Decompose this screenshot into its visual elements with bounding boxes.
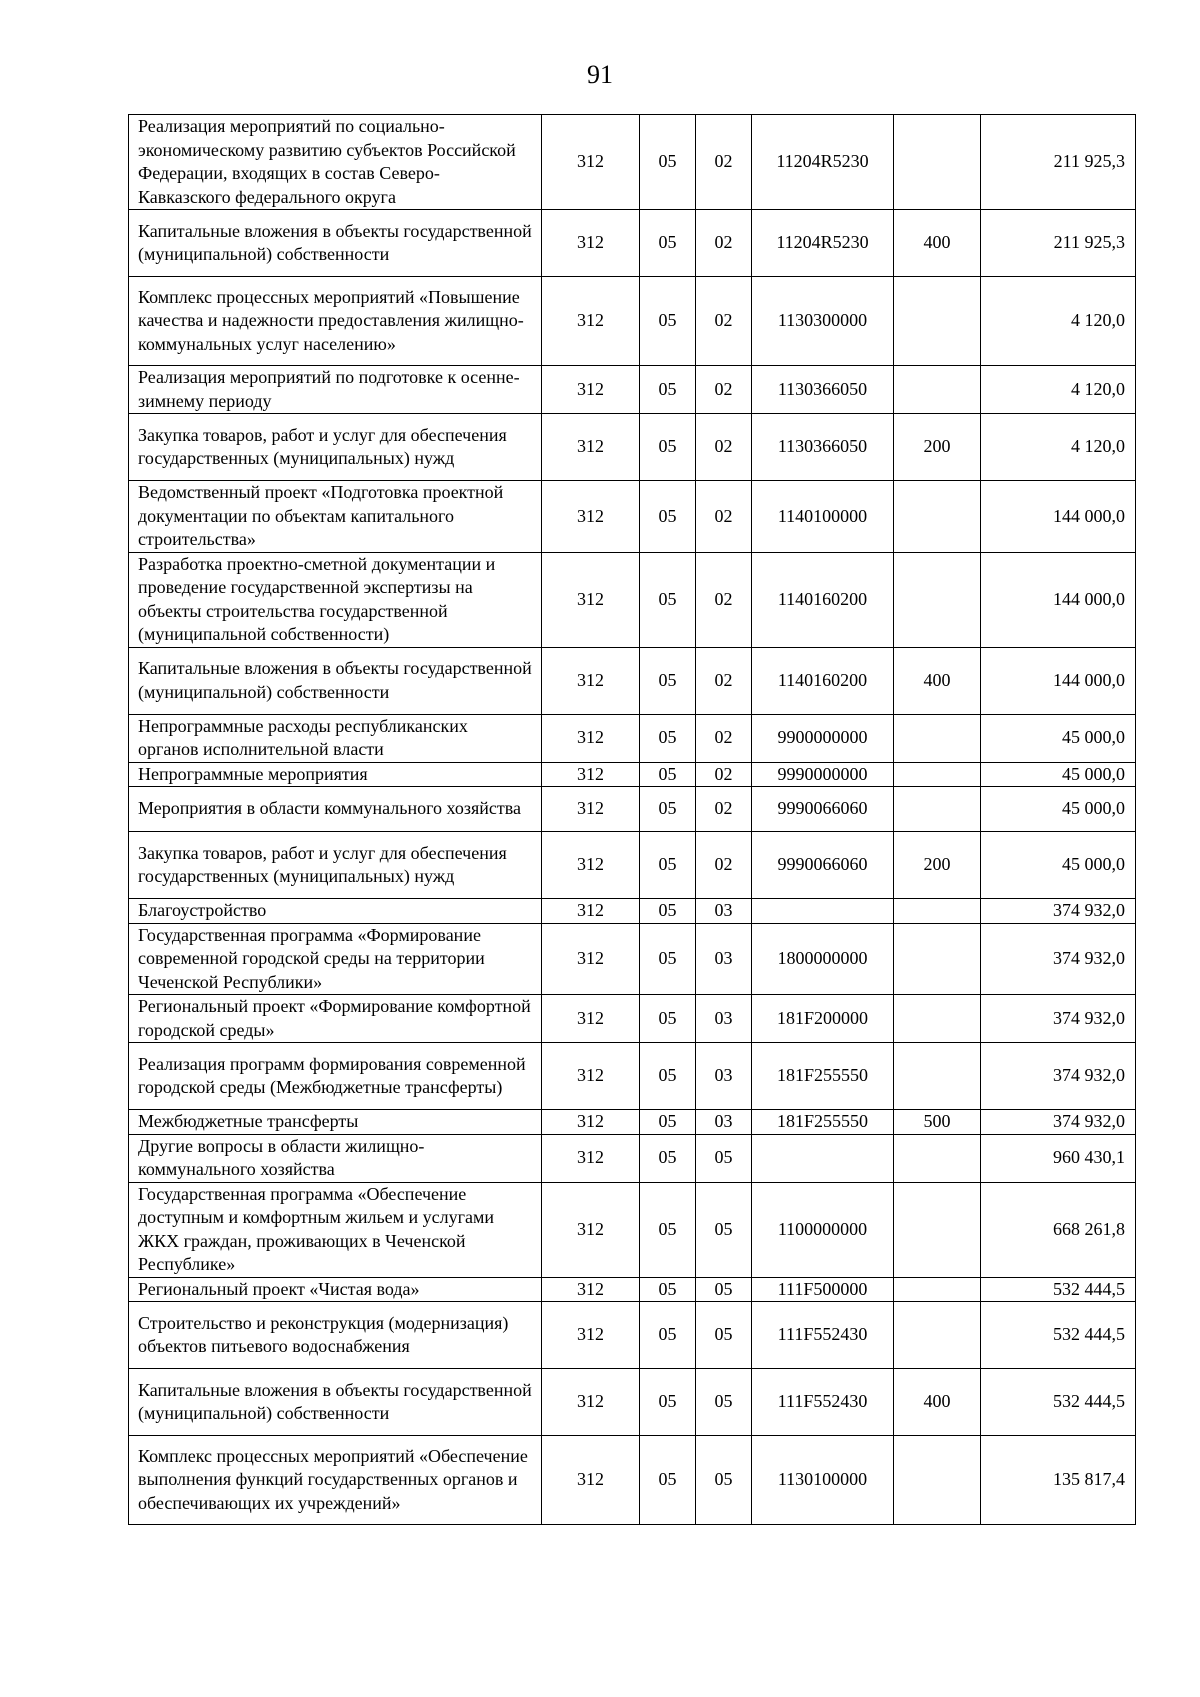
row-name-cell: Мероприятия в области коммунального хозяйства [129,787,542,832]
expense-type-cell [894,787,981,832]
expense-type-cell [894,1436,981,1525]
expense-type-cell [894,995,981,1043]
amount-cell: 374 932,0 [981,995,1136,1043]
section-code-cell: 05 [640,787,696,832]
row-name-cell: Комплекс процессных мероприятий «Повышение качества и надежности предоставления жилищно-коммунальных услуг населению» [129,277,542,366]
row-name-cell: Закупка товаров, работ и услуг для обеспечения государственных (муниципальных) нужд [129,414,542,481]
target-article-cell: 1140100000 [752,481,894,553]
table-row [129,647,1136,714]
expense-type-cell [894,481,981,553]
section-code-cell: 05 [640,481,696,553]
ministry-code-cell: 312 [542,115,640,210]
ministry-code-cell: 312 [542,1134,640,1182]
ministry-code-cell: 312 [542,714,640,762]
expense-type-cell [894,115,981,210]
expense-type-cell [894,762,981,787]
table-row [129,1110,1136,1135]
expense-type-cell [894,277,981,366]
ministry-code-cell: 312 [542,923,640,995]
section-code-cell: 05 [640,714,696,762]
subsection-code-cell: 02 [696,115,752,210]
target-article-cell: 1130366050 [752,414,894,481]
expense-type-cell [894,1277,981,1302]
row-name-cell: Закупка товаров, работ и услуг для обеспечения государственных (муниципальных) нужд [129,832,542,899]
section-code-cell: 05 [640,414,696,481]
target-article-cell: 1130100000 [752,1436,894,1525]
amount-cell: 144 000,0 [981,647,1136,714]
ministry-code-cell: 312 [542,1182,640,1277]
section-code-cell: 05 [640,1110,696,1135]
budget-table-body [129,115,1136,1525]
ministry-code-cell: 312 [542,210,640,277]
table-row [129,923,1136,995]
row-name-cell: Благоустройство [129,899,542,924]
amount-cell: 960 430,1 [981,1134,1136,1182]
subsection-code-cell: 02 [696,762,752,787]
ministry-code-cell: 312 [542,1302,640,1369]
subsection-code-cell: 05 [696,1436,752,1525]
target-article-cell: 1140160200 [752,552,894,647]
subsection-code-cell: 03 [696,1110,752,1135]
ministry-code-cell: 312 [542,481,640,553]
target-article-cell [752,1134,894,1182]
section-code-cell: 05 [640,1043,696,1110]
ministry-code-cell: 312 [542,1369,640,1436]
table-row [129,552,1136,647]
expense-type-cell [894,1182,981,1277]
row-name-cell: Капитальные вложения в объекты государственной (муниципальной) собственности [129,647,542,714]
target-article-cell: 11204R5230 [752,210,894,277]
target-article-cell: 9990000000 [752,762,894,787]
row-name-cell: Ведомственный проект «Подготовка проектной документации по объектам капитального строительства» [129,481,542,553]
section-code-cell: 05 [640,995,696,1043]
subsection-code-cell: 02 [696,647,752,714]
ministry-code-cell: 312 [542,414,640,481]
table-row [129,1043,1136,1110]
table-row [129,481,1136,553]
section-code-cell: 05 [640,1134,696,1182]
expense-type-cell [894,714,981,762]
target-article-cell: 181F200000 [752,995,894,1043]
row-name-cell: Капитальные вложения в объекты государственной (муниципальной) собственности [129,1369,542,1436]
expense-type-cell [894,923,981,995]
table-row [129,832,1136,899]
section-code-cell: 05 [640,1436,696,1525]
ministry-code-cell: 312 [542,647,640,714]
table-row [129,995,1136,1043]
amount-cell: 532 444,5 [981,1302,1136,1369]
amount-cell: 4 120,0 [981,366,1136,414]
expense-type-cell [894,552,981,647]
amount-cell: 211 925,3 [981,115,1136,210]
amount-cell: 211 925,3 [981,210,1136,277]
subsection-code-cell: 03 [696,899,752,924]
subsection-code-cell: 02 [696,414,752,481]
ministry-code-cell: 312 [542,995,640,1043]
section-code-cell: 05 [640,210,696,277]
ministry-code-cell: 312 [542,366,640,414]
row-name-cell: Другие вопросы в области жилищно-коммунального хозяйства [129,1134,542,1182]
ministry-code-cell: 312 [542,1110,640,1135]
table-row [129,414,1136,481]
table-row [129,210,1136,277]
subsection-code-cell: 02 [696,787,752,832]
subsection-code-cell: 03 [696,923,752,995]
row-name-cell: Капитальные вложения в объекты государственной (муниципальной) собственности [129,210,542,277]
subsection-code-cell: 02 [696,210,752,277]
amount-cell: 374 932,0 [981,1110,1136,1135]
subsection-code-cell: 02 [696,481,752,553]
table-row [129,899,1136,924]
subsection-code-cell: 05 [696,1369,752,1436]
row-name-cell: Комплекс процессных мероприятий «Обеспечение выполнения функций государственных органов и обеспечивающих их учреждений» [129,1436,542,1525]
section-code-cell: 05 [640,552,696,647]
amount-cell: 532 444,5 [981,1369,1136,1436]
target-article-cell: 111F552430 [752,1302,894,1369]
section-code-cell: 05 [640,923,696,995]
table-row [129,1302,1136,1369]
row-name-cell: Реализация мероприятий по социально-экономическому развитию субъектов Российской Федерации, входящих в состав Северо-Кавказского федерального округа [129,115,542,210]
row-name-cell: Строительство и реконструкция (модернизация) объектов питьевого водоснабжения [129,1302,542,1369]
expense-type-cell: 400 [894,210,981,277]
section-code-cell: 05 [640,115,696,210]
subsection-code-cell: 05 [696,1134,752,1182]
amount-cell: 45 000,0 [981,787,1136,832]
table-row [129,115,1136,210]
expense-type-cell: 200 [894,832,981,899]
amount-cell: 4 120,0 [981,277,1136,366]
row-name-cell: Региональный проект «Формирование комфортной городской среды» [129,995,542,1043]
table-row [129,1277,1136,1302]
target-article-cell: 1100000000 [752,1182,894,1277]
section-code-cell: 05 [640,762,696,787]
target-article-cell: 9990066060 [752,787,894,832]
amount-cell: 144 000,0 [981,552,1136,647]
amount-cell: 45 000,0 [981,832,1136,899]
section-code-cell: 05 [640,1302,696,1369]
row-name-cell: Непрограммные мероприятия [129,762,542,787]
target-article-cell: 9990066060 [752,832,894,899]
amount-cell: 4 120,0 [981,414,1136,481]
amount-cell: 45 000,0 [981,762,1136,787]
ministry-code-cell: 312 [542,762,640,787]
ministry-code-cell: 312 [542,832,640,899]
row-name-cell: Реализация программ формирования современной городской среды (Межбюджетные трансферты) [129,1043,542,1110]
target-article-cell: 111F552430 [752,1369,894,1436]
amount-cell: 374 932,0 [981,899,1136,924]
section-code-cell: 05 [640,1182,696,1277]
target-article-cell: 11204R5230 [752,115,894,210]
expense-type-cell: 500 [894,1110,981,1135]
section-code-cell: 05 [640,1369,696,1436]
target-article-cell: 1130300000 [752,277,894,366]
row-name-cell: Государственная программа «Обеспечение доступным и комфортным жильем и услугами ЖКХ граждан, проживающих в Чеченской Республике» [129,1182,542,1277]
subsection-code-cell: 02 [696,832,752,899]
page-number: 91 [587,60,613,89]
subsection-code-cell: 03 [696,995,752,1043]
amount-cell: 532 444,5 [981,1277,1136,1302]
table-row [129,714,1136,762]
subsection-code-cell: 02 [696,277,752,366]
expense-type-cell [894,899,981,924]
target-article-cell: 181F255550 [752,1110,894,1135]
row-name-cell: Разработка проектно-сметной документации и проведение государственной экспертизы на объекты строительства государственной (муниципальной собственности) [129,552,542,647]
expense-type-cell: 400 [894,647,981,714]
section-code-cell: 05 [640,647,696,714]
subsection-code-cell: 03 [696,1043,752,1110]
ministry-code-cell: 312 [542,899,640,924]
ministry-code-cell: 312 [542,787,640,832]
ministry-code-cell: 312 [542,552,640,647]
row-name-cell: Непрограммные расходы республиканских органов исполнительной власти [129,714,542,762]
section-code-cell: 05 [640,832,696,899]
section-code-cell: 05 [640,899,696,924]
expense-type-cell [894,1134,981,1182]
table-row [129,1134,1136,1182]
target-article-cell: 1130366050 [752,366,894,414]
target-article-cell: 1800000000 [752,923,894,995]
table-row [129,787,1136,832]
amount-cell: 45 000,0 [981,714,1136,762]
amount-cell: 135 817,4 [981,1436,1136,1525]
target-article-cell: 181F255550 [752,1043,894,1110]
amount-cell: 668 261,8 [981,1182,1136,1277]
target-article-cell: 111F500000 [752,1277,894,1302]
subsection-code-cell: 05 [696,1277,752,1302]
ministry-code-cell: 312 [542,1277,640,1302]
table-row [129,366,1136,414]
ministry-code-cell: 312 [542,277,640,366]
row-name-cell: Государственная программа «Формирование современной городской среды на территории Чеченской Республики» [129,923,542,995]
budget-table [128,114,1136,1525]
table-row [129,1369,1136,1436]
row-name-cell: Межбюджетные трансферты [129,1110,542,1135]
expense-type-cell [894,366,981,414]
table-row [129,277,1136,366]
amount-cell: 374 932,0 [981,1043,1136,1110]
target-article-cell: 1140160200 [752,647,894,714]
table-row [129,1182,1136,1277]
expense-type-cell: 200 [894,414,981,481]
amount-cell: 374 932,0 [981,923,1136,995]
subsection-code-cell: 05 [696,1182,752,1277]
table-row [129,762,1136,787]
section-code-cell: 05 [640,366,696,414]
expense-type-cell [894,1043,981,1110]
subsection-code-cell: 02 [696,714,752,762]
ministry-code-cell: 312 [542,1436,640,1525]
subsection-code-cell: 02 [696,366,752,414]
target-article-cell [752,899,894,924]
row-name-cell: Региональный проект «Чистая вода» [129,1277,542,1302]
table-row [129,1436,1136,1525]
section-code-cell: 05 [640,1277,696,1302]
ministry-code-cell: 312 [542,1043,640,1110]
expense-type-cell: 400 [894,1369,981,1436]
subsection-code-cell: 05 [696,1302,752,1369]
section-code-cell: 05 [640,277,696,366]
subsection-code-cell: 02 [696,552,752,647]
target-article-cell: 9900000000 [752,714,894,762]
amount-cell: 144 000,0 [981,481,1136,553]
expense-type-cell [894,1302,981,1369]
row-name-cell: Реализация мероприятий по подготовке к осенне-зимнему периоду [129,366,542,414]
